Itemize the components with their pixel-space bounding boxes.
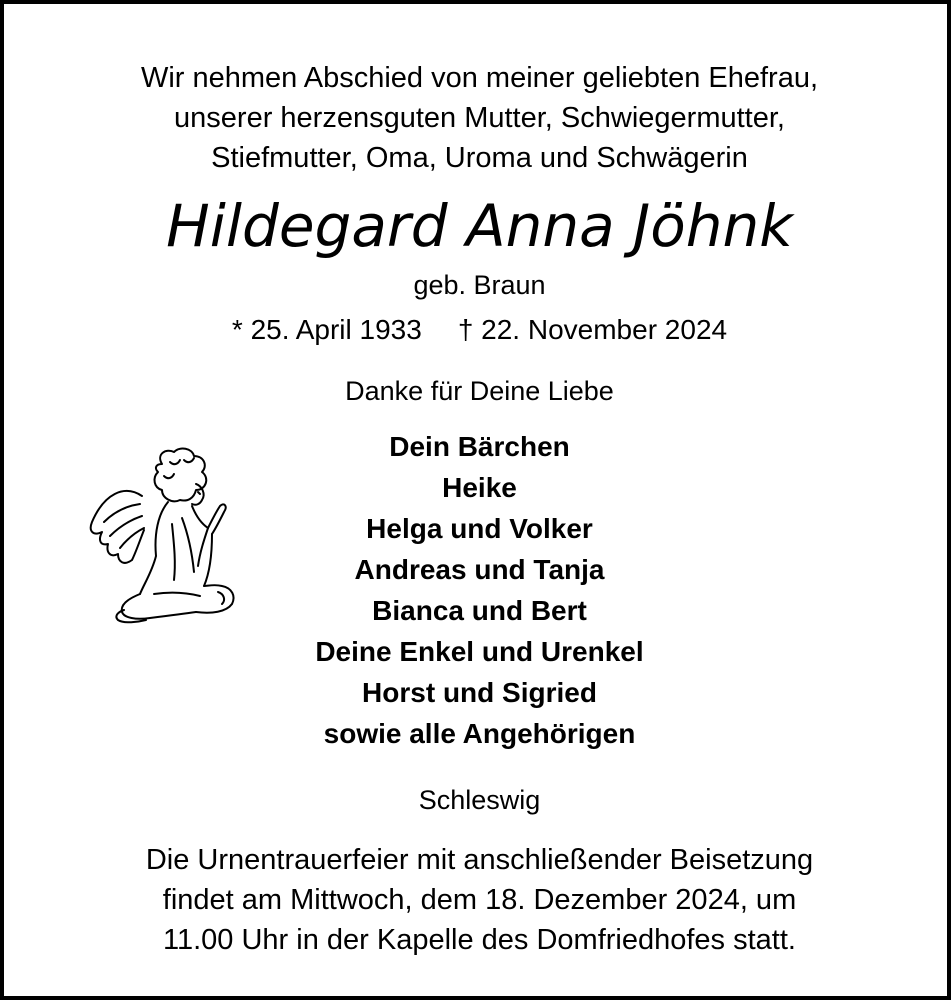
mourner-line: Deine Enkel und Urenkel bbox=[315, 636, 644, 667]
death-date: † 22. November 2024 bbox=[457, 314, 728, 345]
thanks-line: Danke für Deine Liebe bbox=[345, 376, 614, 406]
mourner-line: Andreas und Tanja bbox=[354, 554, 605, 585]
intro-line-1: Wir nehmen Abschied von meiner geliebten Ehefrau, bbox=[140, 62, 819, 94]
mourner-line: Dein Bärchen bbox=[389, 431, 570, 462]
life-dates bbox=[4, 314, 951, 346]
place-line: Schleswig bbox=[418, 785, 541, 815]
praying-angel-icon bbox=[84, 444, 244, 634]
mourner-line: Horst und Sigried bbox=[362, 677, 597, 708]
mourner-line: Helga und Volker bbox=[366, 513, 593, 544]
maiden-name: geb. Braun bbox=[413, 270, 546, 300]
service-line-2: findet am Mittwoch, dem 18. Dezember 2024, um bbox=[162, 884, 797, 916]
birth-date: * 25. April 1933 bbox=[231, 314, 422, 345]
intro-line-3: Stiefmutter, Oma, Uroma und Schwägerin bbox=[211, 142, 748, 174]
intro-line-2: unserer herzensguten Mutter, Schwiegermutter, bbox=[174, 102, 785, 134]
deceased-name: Hildegard Anna Jöhnk bbox=[166, 192, 793, 260]
service-line-3: 11.00 Uhr in der Kapelle des Domfriedhofes statt. bbox=[163, 924, 796, 956]
mourner-line: sowie alle Angehörigen bbox=[323, 718, 636, 749]
service-line-1: Die Urnentrauerfeier mit anschließender Beisetzung bbox=[145, 844, 814, 876]
mourner-line: Heike bbox=[442, 472, 517, 503]
mourner-line: Bianca und Bert bbox=[372, 595, 587, 626]
